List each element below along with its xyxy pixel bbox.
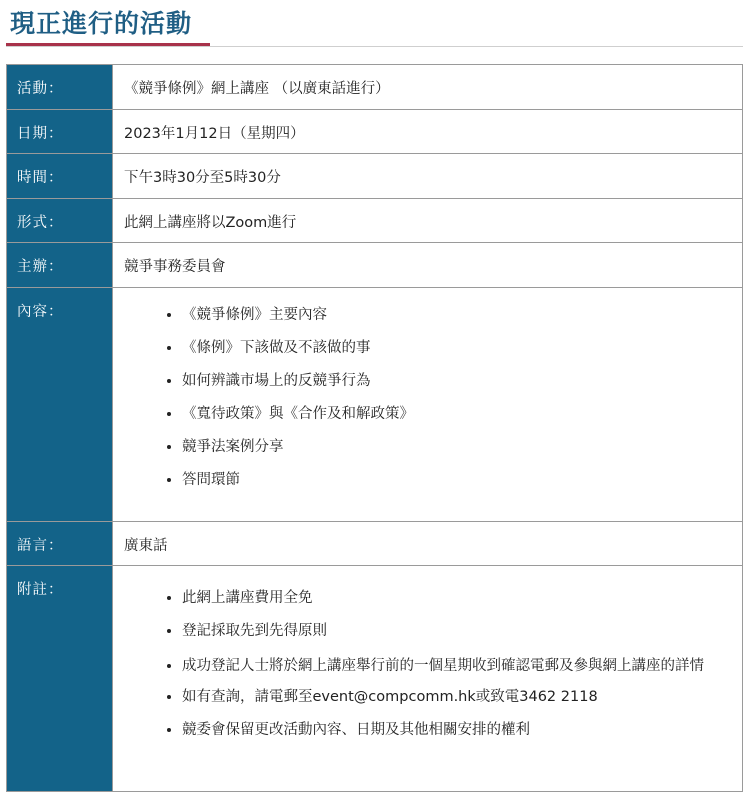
page-title: 現正進行的活動 (10, 9, 193, 38)
label-organizer: 主辦： (7, 243, 113, 288)
row-notes (7, 566, 743, 792)
row-activity (7, 65, 743, 110)
list-item: • 如有查詢，請電郵至event@compcomm.hk或致電3462 2118 (182, 687, 722, 707)
list-item: • 答問環節 (182, 470, 742, 490)
row-language (7, 522, 743, 566)
list-item: • 登記採取先到先得原則 (182, 621, 722, 641)
label-language: 語言： (7, 522, 113, 566)
value-format: 此網上講座將以Zoom進行 (113, 199, 743, 243)
label-activity: 活動： (7, 65, 113, 110)
list-item: • 此網上講座費用全免 (182, 588, 722, 608)
value-date: 2023年1月12日（星期四） (113, 110, 743, 154)
notes-list (124, 588, 722, 740)
label-time: 時間： (7, 154, 113, 199)
list-item: • 《競爭條例》主要內容 (182, 305, 742, 325)
list-item: • 《寬待政策》與《合作及和解政策》 (182, 404, 742, 424)
list-item: • 競爭法案例分享 (182, 437, 742, 457)
list-item: • 競委會保留更改活動內容、日期及其他相關安排的權利 (182, 720, 722, 740)
value-content (113, 288, 743, 522)
value-activity: 《競爭條例》網上講座 （以廣東話進行） (113, 65, 743, 110)
value-organizer: 競爭事務委員會 (113, 243, 743, 288)
content-list (124, 305, 742, 490)
label-format: 形式： (7, 199, 113, 243)
row-organizer (7, 243, 743, 288)
list-item: • 如何辨識市場上的反競爭行為 (182, 371, 742, 391)
value-notes (113, 566, 743, 792)
label-content: 內容： (7, 288, 113, 522)
list-item: • 《條例》下該做及不該做的事 (182, 338, 742, 358)
list-item: • 成功登記人士將於網上講座舉行前的一個星期收到確認電郵及參與網上講座的詳情 (182, 654, 722, 679)
title-divider (6, 46, 743, 47)
label-notes: 附註： (7, 566, 113, 792)
row-content (7, 288, 743, 522)
value-language: 廣東話 (113, 522, 743, 566)
row-time (7, 154, 743, 199)
row-date (7, 110, 743, 154)
row-format (7, 199, 743, 243)
event-details-table (6, 64, 743, 792)
label-date: 日期： (7, 110, 113, 154)
value-time: 下午3時30分至5時30分 (113, 154, 743, 199)
